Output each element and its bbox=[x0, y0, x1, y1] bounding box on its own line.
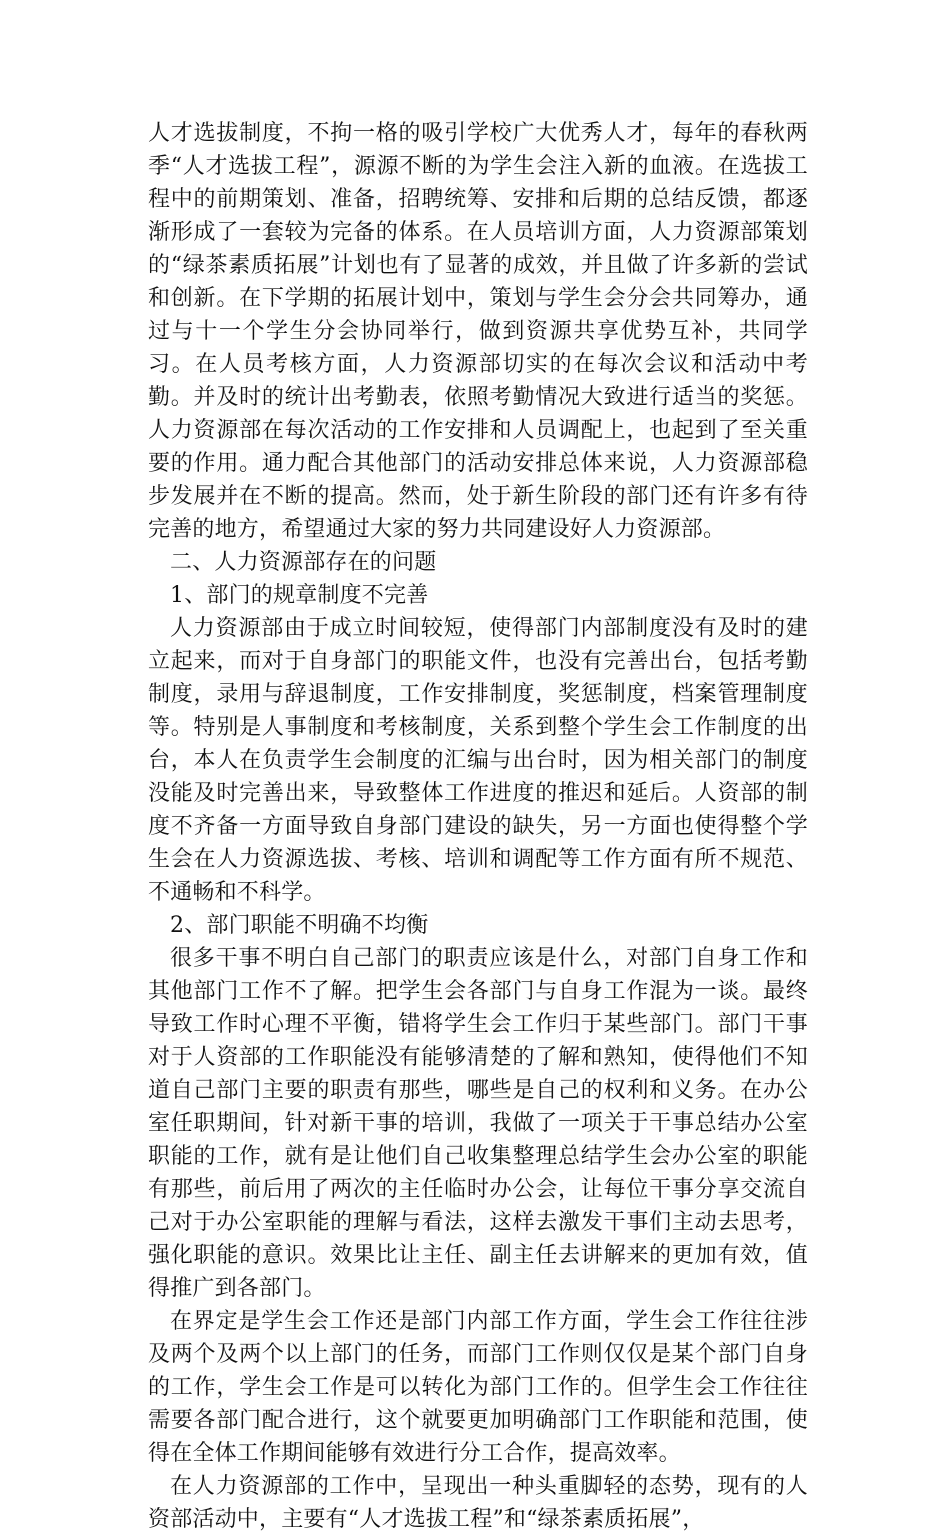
paragraph-imbalance: 在人力资源部的工作中，呈现出一种头重脚轻的态势，现有的人资部活动中，主要有“人才选拔工程”和“绿茶素质拓展”， bbox=[148, 1474, 808, 1532]
paragraph-functions: 很多干事不明白自己部门的职责应该是什么，对部门自身工作和其他部门工作不了解。把学生会各部门与自身工作混为一谈。最终导致工作时心理不平衡，错将学生会工作归于某些部门。部门干事对于人资部的工作职能没有能够清楚的了解和熟知，使得他们不知道自己部门主要的职责有那些，哪些是自己的权利和义务。在办公室任职期间，针对新干事的培训，我做了一项关于干事总结办公室职能的工作，就有是让他们自己收集整理总结学生会办公室的职能有那些，前后用了两次的主任临时办公会，让每位干事分享交流自己对于办公室职能的理解与看法，这样去激发干事们主动去思考，强化职能的意识。效果比让主任、副主任去讲解来的更加有效，值得推广到各部门。 bbox=[148, 946, 808, 1301]
section-heading: 二、人力资源部存在的问题 bbox=[170, 550, 437, 575]
paragraph-intro: 人才选拔制度，不拘一格的吸引学校广大优秀人才，每年的春秋两季“人才选拔工程”，源源不断的为学生会注入新的血液。在选拔工程中的前期策划、准备，招聘统筹、安排和后期的总结反馈，都逐渐形成了一套较为完备的体系。在人员培训方面，人力资源部策划的“绿茶素质拓展”计划也有了显著的成效，并且做了许多新的尝试和创新。在下学期的拓展计划中，策划与学生会分会共同筹办，通过与十一个学生分会协同举行，做到资源共享优势互补，共同学习。在人员考核方面，人力资源部切实的在每次会议和活动中考勤。并及时的统计出考勤表，依照考勤情况大致进行适当的奖惩。人力资源部在每次活动的工作安排和人员调配上，也起到了至关重要的作用。通力配合其他部门的活动安排总体来说，人力资源部稳步发展并在不断的提高。然而，处于新生阶段的部门还有许多有待完善的地方，希望通过大家的努力共同建设好人力资源部。 bbox=[148, 121, 808, 542]
paragraph-scope: 在界定是学生会工作还是部门内部工作方面，学生会工作往往涉及两个及两个以上部门的任务，而部门工作则仅仅是某个部门自身的工作，学生会工作是可以转化为部门工作的。但学生会工作往往需要各部门配合进行，这个就要更加明确部门工作职能和范围，使得在全体工作期间能够有效进行分工合作，提高效率。 bbox=[148, 1309, 808, 1466]
subsection-heading-2: 2、部门职能不明确不均衡 bbox=[170, 913, 429, 938]
paragraph-regulations: 人力资源部由于成立时间较短，使得部门内部制度没有及时的建立起来，而对于自身部门的职能文件，也没有完善出台，包括考勤制度，录用与辞退制度，工作安排制度，奖惩制度，档案管理制度等。特别是人事制度和考核制度，关系到整个学生会工作制度的出台，本人在负责学生会制度的汇编与出台时，因为相关部门的制度没能及时完善出来，导致整体工作进度的推迟和延后。人资部的制度不齐备一方面导致自身部门建设的缺失，另一方面也使得整个学生会在人力资源选拔、考核、培训和调配等工作方面有所不规范、不通畅和不科学。 bbox=[148, 616, 808, 905]
subsection-heading-1: 1、部门的规章制度不完善 bbox=[170, 583, 429, 608]
document-body bbox=[148, 117, 808, 1536]
